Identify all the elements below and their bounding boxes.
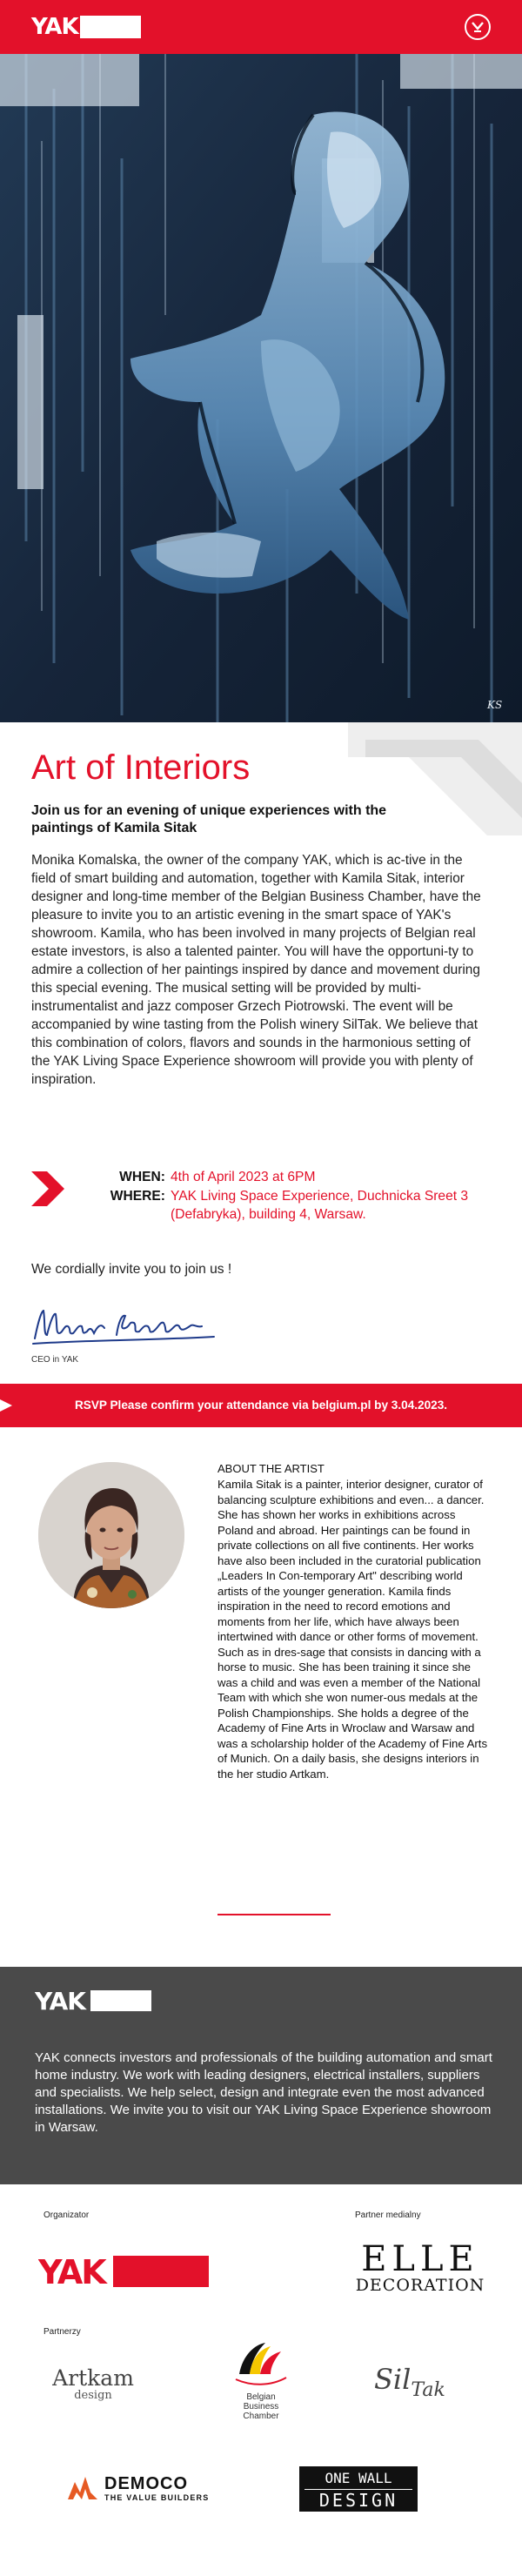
- event-when-row: [75, 1168, 501, 1186]
- circle-chevron-icon[interactable]: [465, 14, 491, 40]
- svg-text:YAK: YAK: [38, 2253, 105, 2291]
- invite-text: We cordially invite you to join us !: [31, 1262, 232, 1277]
- when-label: WHEN:: [119, 1170, 165, 1184]
- when-value: 4th of April 2023 at 6PM: [171, 1170, 316, 1184]
- header: [0, 0, 522, 54]
- where-label: WHERE:: [110, 1189, 165, 1204]
- signer-title: CEO in YAK: [31, 1355, 79, 1365]
- partners-label: Partnerzy: [44, 2327, 81, 2337]
- one-wall-design-logo[interactable]: [299, 2466, 418, 2512]
- artist-photo: [38, 1462, 184, 1608]
- artkam-name: Artkam: [52, 2365, 134, 2391]
- event-description: Monika Komalska, the owner of the company YAK, which is ac-tive in the field of smart building and automation, together with Kamila Sitak, interior designer and long-time member of the Belgian Business Chamber, have the pleasure to invite you to an artistic evening in the smart space of YAK's showroom. Kamila, who has been involved in many projects of Belgian real estate investors, is also a talented painter. You will have the opportuni-ty to admire a collection of her paintings inspired by dance and movement during this special evening. The musical setting will be provided by multi-instrumentalist and jazz composer Grzech Piotrowski. The event will be accompanied by wine tasting from the Polish winery SilTak. We believe that this combination of colors, flavors and sounds in the harmonious setting of the YAK Living Space Experience showroom will provide you with plenty of inspiration.: [31, 853, 481, 1087]
- siltak-logo[interactable]: [374, 2363, 445, 2401]
- elle-logo-top: ELLE: [361, 2239, 479, 2279]
- democo-logo[interactable]: [68, 2468, 209, 2508]
- about-artist-bio: Kamila Sitak is a painter, interior designer, curator of balancing sculpture exhibitions and even... a dancer. She has shown her works in exhibitions across Poland and abroad. Her paintings can be found in private collections on all five continents. Her works have also been included in the curatorial publication „Leaders In Con-temporary Art" describing world artists of the younger generation. Kamila finds inspiration in the need to record emotions and moments from her life, which have always been intertwined with dance or other forms of movement. Such as in dres-sage that consists in dancing with a horse to music. She has been training it since she was a child and was even a member of the National Team with which she won numer-ous medals at the Polish Championships. She holds a degree of the Academy of Fine Arts in Wroclaw and Warsaw and was a scholarship holder of the Academy of Fine Arts of Munich. On a daily basis, she designs interiors in the her studio Artkam.: [218, 1478, 488, 1781]
- democo-tagline: THE VALUE BUILDERS: [104, 2493, 210, 2502]
- hero-painting: [0, 54, 522, 722]
- event-subtitle: Join us for an evening of unique experiences with the paintings of Kamila Sitak: [31, 803, 387, 835]
- belgian-business-chamber-logo[interactable]: [218, 2339, 304, 2421]
- siltak-b: Tak: [411, 2379, 445, 2401]
- painting-signature: KS: [487, 699, 503, 711]
- about-artist-heading: ABOUT THE ARTIST: [218, 1462, 325, 1475]
- artkam-sub: design: [74, 2389, 112, 2402]
- democo-mark-icon: [68, 2473, 97, 2503]
- media-partner-label: Partner medialny: [355, 2210, 421, 2220]
- belgian-flag-icon: [231, 2339, 291, 2388]
- siltak-a: Sil: [374, 2363, 412, 2396]
- organizer-yak-logo[interactable]: [38, 2252, 212, 2291]
- about-yak-text: YAK connects investors and professionals of the building automation and smart home industry. We work with leading designers, electrical installers, suppliers and specialists. We help select, design and integrate even the most advanced installations. We invite you to visit our YAK Living Space Experience showroom in Warsaw.: [35, 2050, 492, 2135]
- divider: [218, 1914, 331, 1915]
- democo-name: DEMOCO: [104, 2474, 188, 2493]
- organizer-label: Organizator: [44, 2210, 90, 2220]
- elle-logo-bottom: DECORATION: [355, 2276, 485, 2295]
- yak-footer-logo[interactable]: [35, 1987, 157, 2015]
- svg-text:YAK: YAK: [35, 1987, 85, 2015]
- yak-logo[interactable]: [31, 16, 141, 38]
- onewall-bottom: DESIGN: [318, 2490, 398, 2511]
- title-area: [0, 722, 522, 835]
- artkam-logo[interactable]: [45, 2367, 141, 2401]
- red-chevron-icon: [31, 1171, 66, 1206]
- signature-image: [31, 1304, 223, 1351]
- logo-bar: [80, 16, 141, 38]
- where-value: YAK Living Space Experience, Duchnicka Sreet 3 (Defabryka), building 4, Warsaw.: [171, 1189, 469, 1222]
- rsvp-text[interactable]: RSVP Please confirm your attendance via belgium.pl by 3.04.2023.: [74, 1399, 448, 1412]
- bbc-line2: Business: [243, 2402, 279, 2412]
- event-where-row: [75, 1187, 501, 1224]
- elle-decoration-logo[interactable]: [355, 2239, 485, 2295]
- onewall-top: ONE WALL: [304, 2468, 412, 2490]
- event-details: [31, 1168, 501, 1229]
- bbc-line3: Chamber: [243, 2412, 279, 2421]
- rsvp-banner[interactable]: [0, 1384, 522, 1427]
- logo-text: YAK: [31, 14, 78, 40]
- bbc-line1: Belgian: [246, 2392, 276, 2402]
- event-title: Art of Interiors: [31, 748, 251, 787]
